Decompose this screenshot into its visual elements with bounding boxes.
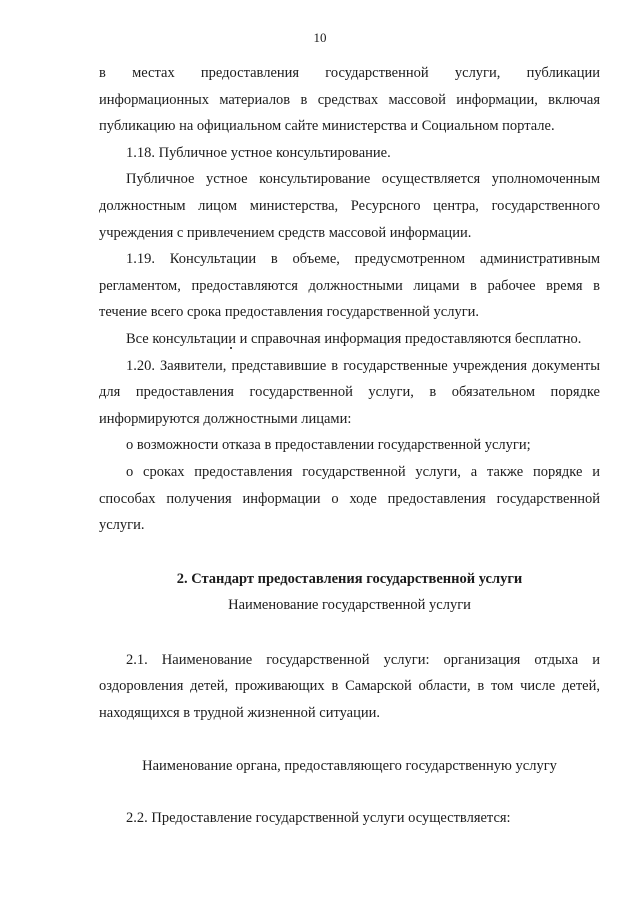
section-subtitle: Наименование государственной услуги: [228, 597, 471, 614]
paragraph-1-20: 1.20. Заявители, представившие в государственные учреждения документы для предоставления государственной услуги, в обязательном порядке информируются должностными лицами:: [99, 357, 600, 427]
paragraph-1-19: 1.19. Консультации в объеме, предусмотренном административным регламентом, предоставляются должностными лицами в рабочее время в течение всего срока предоставления государственной услуги.: [99, 251, 600, 321]
paragraph-2-2: 2.2. Предоставление государственной услуги осуществляется:: [126, 810, 511, 827]
paragraph-1-18: 1.18. Публичное устное консультирование.: [126, 144, 391, 161]
paragraph-public-consulting: Публичное устное консультирование осуществляется уполномоченным должностным лицом министерства, Ресурсного центра, государственного учреждения с привлечением средств массовой информации.: [99, 171, 600, 241]
section-title: 2. Стандарт предоставления государственной услуги: [176, 570, 523, 587]
list-item-terms: о сроках предоставления государственной услуги, а также порядке и способах получения информации о ходе предоставления государственной услуги.: [99, 463, 600, 534]
list-item-refusal: о возможности отказа в предоставлении государственной услуги;: [126, 437, 531, 454]
scan-speck: [230, 347, 232, 349]
page-number: 10: [313, 30, 327, 45]
paragraph-2-1: 2.1. Наименование государственной услуги: организация отдыха и оздоровления детей, проживающих в Самарской области, в том числе детей, находящихся в трудной жизненной ситуации.: [99, 651, 600, 722]
paragraph-free-consultations: Все консультации и справочная информация предоставляются бесплатно.: [126, 330, 582, 347]
subsection-heading: Наименование органа, предоставляющего государственную услугу: [142, 757, 557, 774]
document-body: [99, 60, 600, 832]
paragraph-continuation: в местах предоставления государственной услуги, публикации информационных материалов в средствах массовой информации, включая публикацию на официальном сайте министерства и Социальном портале.: [99, 65, 600, 135]
